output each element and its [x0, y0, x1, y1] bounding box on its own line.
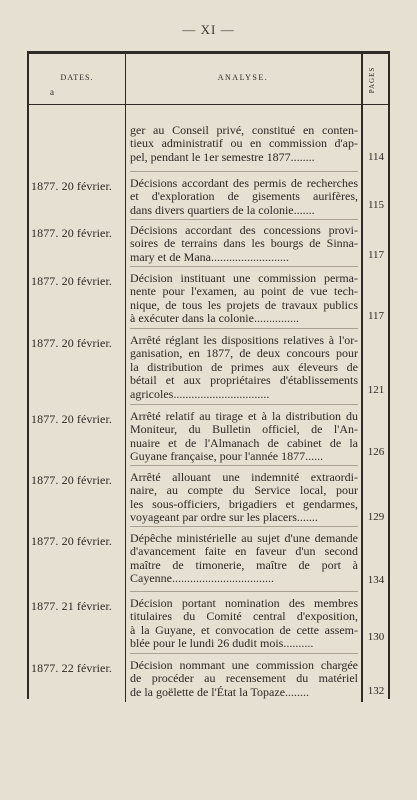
entry-page: 134 [367, 574, 385, 586]
entry-analysis [130, 471, 358, 525]
entry-date: 1877. 20 février. [31, 336, 113, 350]
analysis-line: Dépêche ministérielle au sujet d'une demande [130, 531, 358, 545]
analysis-line: mary et de Mana.......................... [130, 249, 289, 264]
entry-date: 1877. 20 février. [31, 412, 113, 426]
entry-date: 1877. 21 février. [31, 599, 113, 613]
analysis-line: nuaire et de l'Almanach de cabinet de la [130, 435, 358, 450]
row-separator [130, 465, 358, 466]
entry-page: 117 [367, 249, 385, 261]
entry-analysis [130, 177, 358, 217]
analysis-line: de procéder au recensement du matériel [130, 671, 358, 686]
entry-page: 130 [367, 631, 385, 643]
analysis-line: nique, de tous les projets de travaux publics [130, 297, 358, 312]
entry-analysis [130, 124, 358, 164]
analysis-line: à exécuter dans la colonie............... [130, 311, 299, 326]
analysis-line: Arrêté allouant une indemnité extraordi- [130, 470, 358, 484]
analysis-line: la distribution de primes aux éleveurs de [130, 359, 358, 374]
analysis-line: d'avancement faite en faveur d'un second [130, 544, 358, 559]
analysis-line: Arrêté réglant les dispositions relatives à l'or- [130, 333, 358, 347]
page-number: — XI — [182, 22, 235, 37]
entry-date: 1877. 20 février. [31, 179, 113, 193]
analysis-line: de la goëlette de l'État la Topaze........ [130, 684, 310, 699]
analysis-line: maître de timonerie, maître de port à [130, 557, 358, 572]
row-separator [130, 328, 358, 329]
analysis-line: titulaires du Comité central d'exposition, [130, 609, 358, 624]
column-divider-pages [361, 54, 363, 702]
entry-analysis [130, 410, 358, 464]
entry-analysis [130, 224, 358, 264]
analysis-line: Moniteur, du Bulletin officiel, de l'An- [130, 422, 358, 437]
entry-analysis [130, 334, 358, 401]
analysis-line: Cayenne.................................. [130, 571, 274, 586]
entry-analysis [130, 532, 358, 586]
analysis-line: tieux administratif ou en commission d'ap- [130, 136, 358, 151]
analysis-line: bétail et aux propriétaires d'établissements [130, 373, 358, 388]
header-dates: DATES. [60, 73, 94, 82]
row-separator [130, 266, 358, 267]
column-divider-dates [125, 105, 126, 702]
header-pages: PAGES [368, 66, 376, 94]
analysis-line: Décision portant nomination des membres [130, 596, 358, 610]
analysis-line: dans divers quartiers de la colonie....... [130, 202, 315, 217]
analysis-line: à la Guyane, et convocation de cette assem- [130, 622, 358, 637]
analysis-line: Décisions accordant des concessions provi- [130, 223, 358, 237]
row-separator [130, 219, 358, 220]
row-separator [130, 404, 358, 405]
row-separator [130, 591, 358, 592]
analysis-line: voyageant par ordre sur les placers....... [130, 510, 318, 525]
entry-date: 1877. 22 février. [31, 661, 113, 675]
row-separator [130, 653, 358, 654]
analysis-line: soires de terrains dans les bourgs de Sinna- [130, 236, 358, 251]
analysis-line: nente pour l'examen, au point de vue tech- [130, 284, 358, 299]
analysis-line: et d'exploration de gisements aurifères, [130, 189, 358, 204]
analysis-line: Décision instituant une commission perma- [130, 271, 358, 285]
entry-analysis [130, 597, 358, 651]
analysis-line: agricoles................................ [130, 386, 270, 401]
analysis-line: ger au Conseil privé, constitué en conten- [130, 123, 358, 137]
analysis-line: naire, au compte du Service local, pour [130, 483, 358, 498]
analysis-line: Arrêté relatif au tirage et à la distribution du [130, 409, 358, 423]
analysis-line: Décision nommant une commission chargée [130, 658, 358, 672]
analysis-line: les sous-officiers, brigadiers et gendarmes, [130, 496, 358, 511]
analysis-line: Décisions accordant des permis de recherches [130, 176, 358, 190]
entry-date: 1877. 20 février. [31, 226, 113, 240]
entry-page: 126 [367, 446, 385, 458]
analysis-line: blée pour le lundi 26 dudit mois.......... [130, 636, 314, 651]
entry-page: 132 [367, 685, 385, 697]
entry-page: 117 [367, 310, 385, 322]
entry-date: 1877. 20 février. [31, 274, 113, 288]
entry-analysis [130, 272, 358, 326]
row-separator [130, 171, 358, 172]
header-mark: a [50, 87, 54, 97]
entry-date: 1877. 20 février. [31, 534, 113, 548]
entry-analysis [130, 659, 358, 699]
header-divider-dates [125, 54, 126, 105]
entry-page: 115 [367, 199, 385, 211]
entry-page: 121 [367, 384, 385, 396]
table-frame [27, 51, 390, 699]
analysis-line: ganisation, en 1877, de deux concours pour [130, 346, 358, 361]
entry-page: 129 [367, 511, 385, 523]
header-analyse: ANALYSE. [217, 73, 269, 82]
entry-page: 114 [367, 151, 385, 163]
entry-date: 1877. 20 février. [31, 473, 113, 487]
row-separator [130, 526, 358, 527]
table-header [29, 54, 388, 105]
analysis-line: pel, pendant le 1er semestre 1877........ [130, 149, 315, 164]
analysis-line: Guyane française, pour l'année 1877...... [130, 449, 324, 464]
